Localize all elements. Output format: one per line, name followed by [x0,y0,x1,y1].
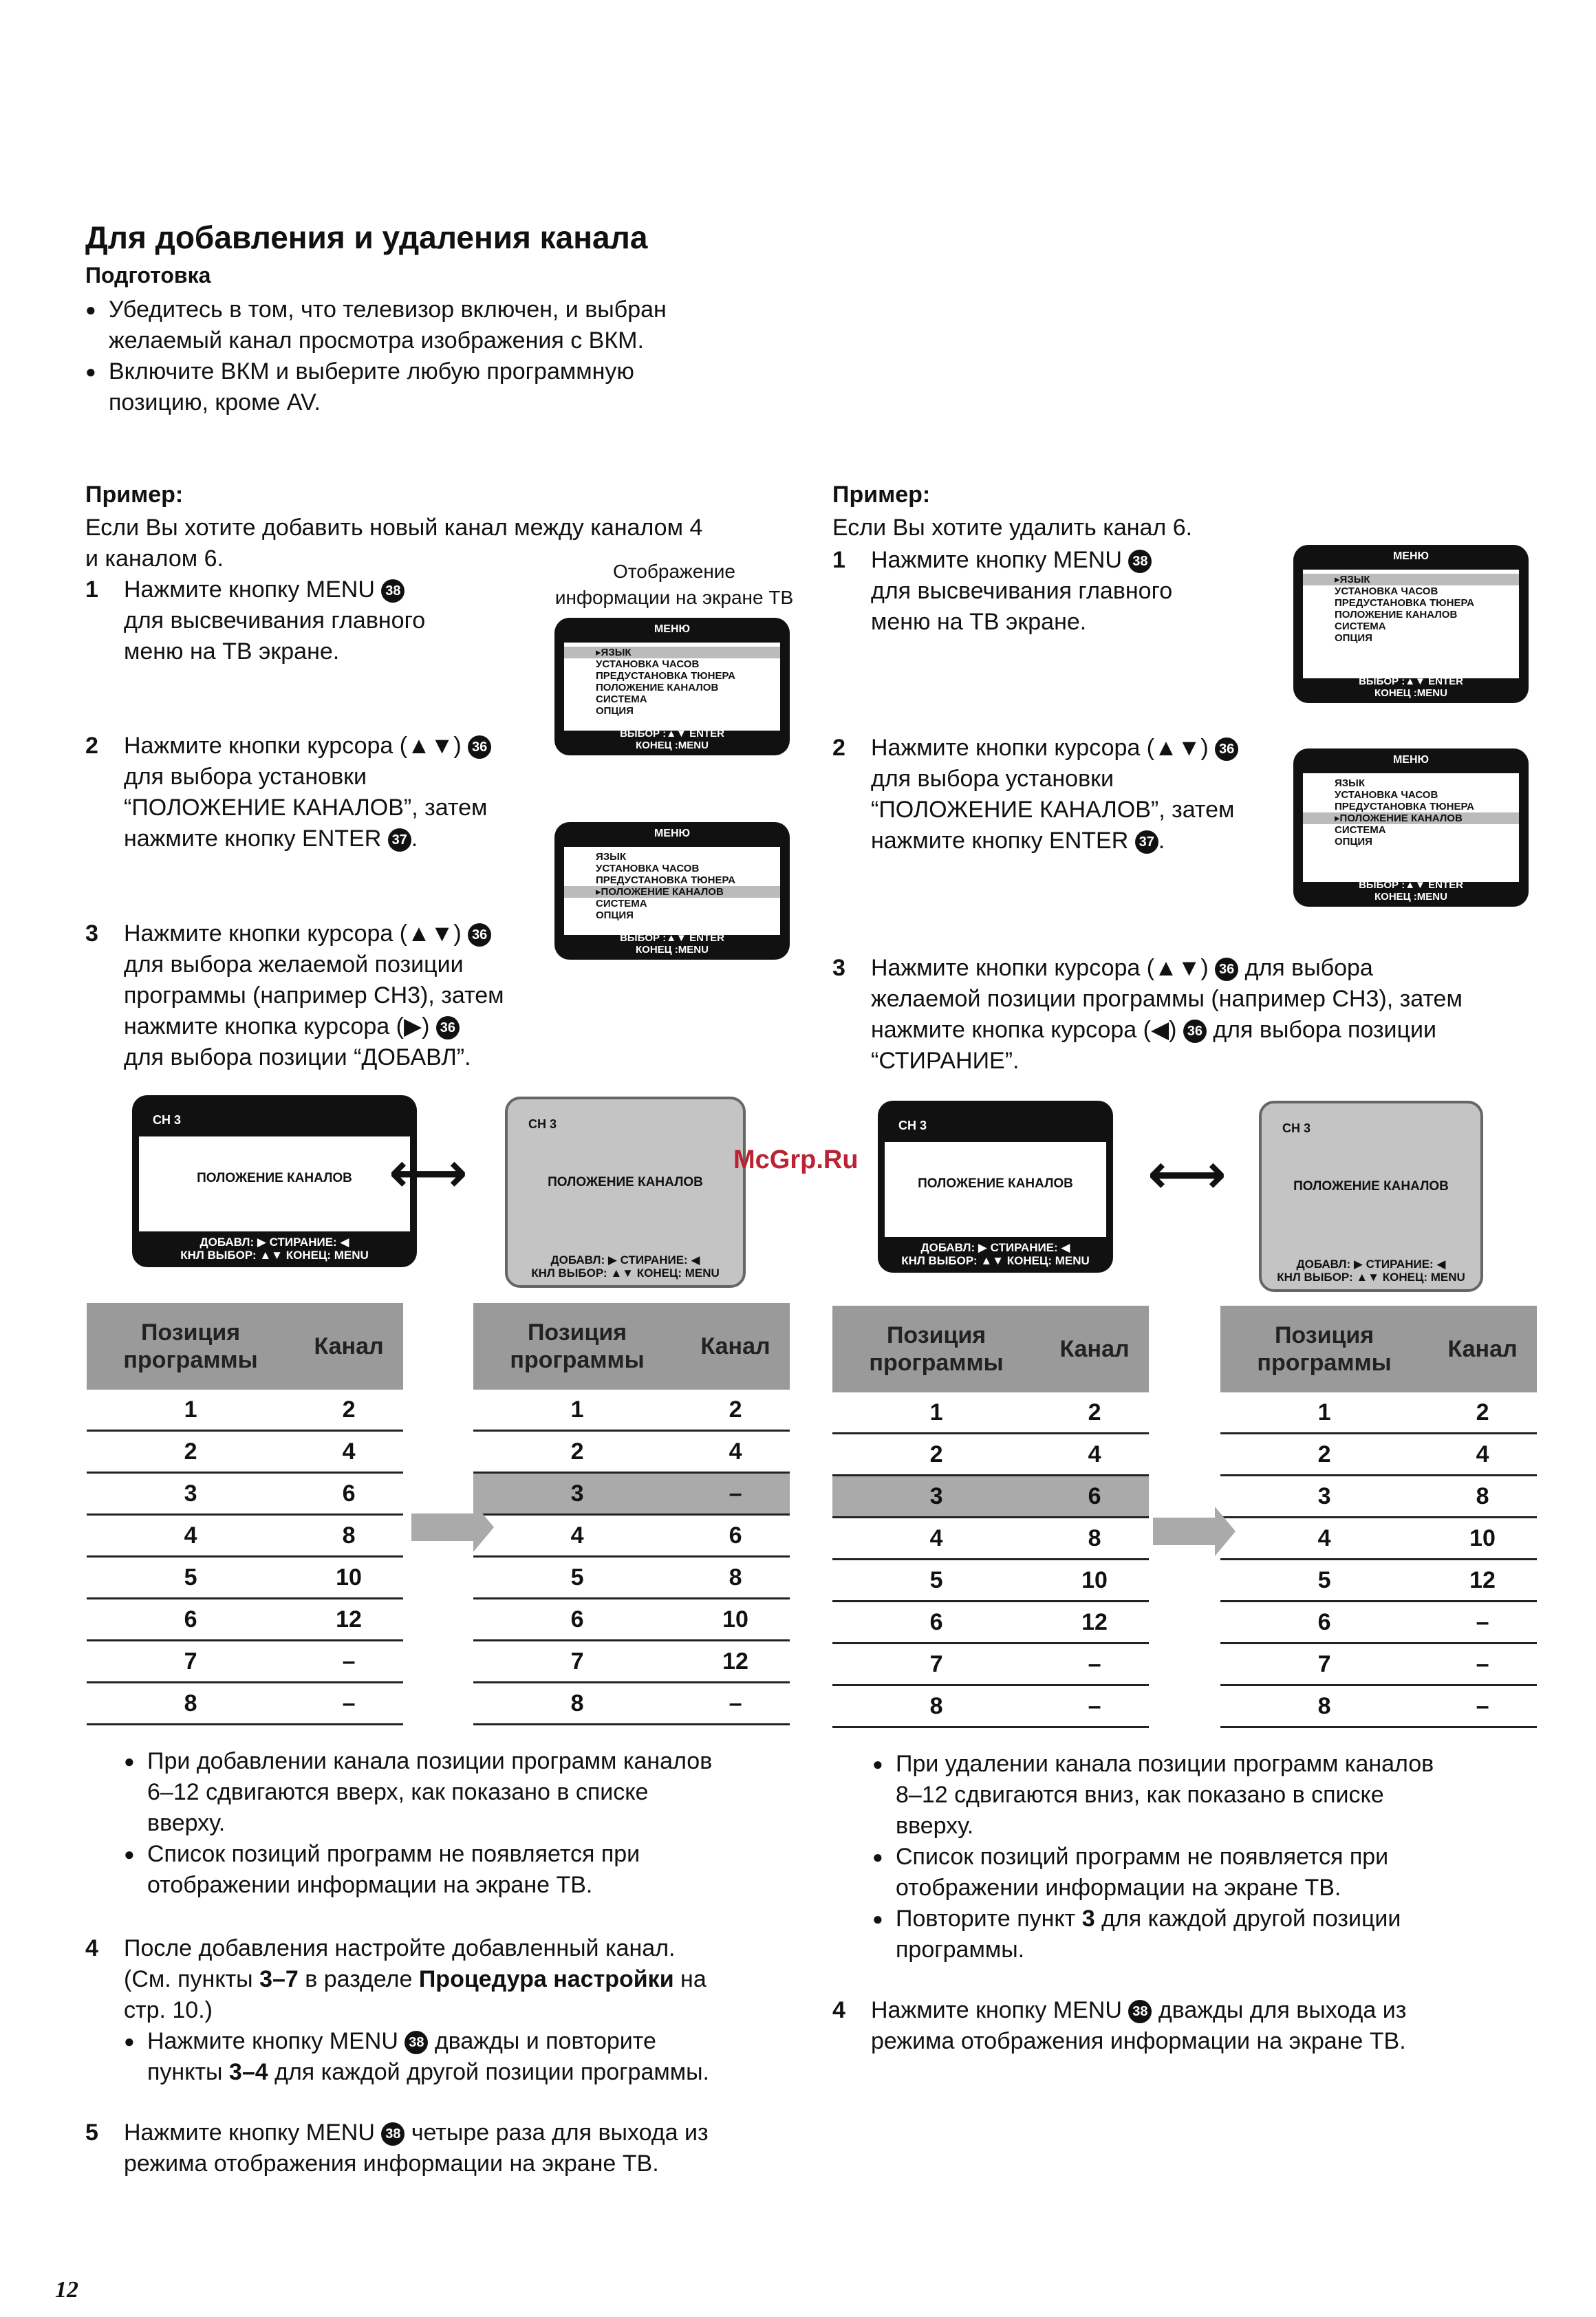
position-cell: 7 [87,1641,294,1683]
left-step-3: 3 Нажмите кнопки курсора (▲▼) 36 для выбора желаемой позиции программы (например CH3), затем нажмите кнопка курсора (▶) 36 для выбора позиции “ДОБАВЛ”. [85,920,504,1070]
program-table-3 [832,1306,1149,1728]
program-table-1 [87,1303,403,1725]
position-cell: 1 [87,1390,294,1431]
prep-bullet-1: ● Убедитесь в том, что телевизор включен, и выбран желаемый канал просмотра изображения с ВКМ. [85,294,773,356]
table-row [832,1518,1149,1560]
position-cell: 1 [1220,1392,1428,1434]
channel-cell: – [681,1473,790,1515]
menu-item: УСТАНОВКА ЧАСОВ [1335,789,1438,801]
ch3-screen-4: CH 3 ПОЛОЖЕНИЕ КАНАЛОВ ДОБАВЛ: ▶ СТИРАНИЕ: ◀ КНЛ ВЫБОР: ▲▼ КОНЕЦ: MENU [1259,1101,1483,1292]
channel-cell: 8 [1040,1518,1149,1560]
menu-item: СИСТЕМА [1335,824,1386,836]
position-cell: 7 [1220,1644,1428,1685]
double-arrow-icon: ⟷ [389,1142,468,1203]
right-step-4: 4 Нажмите кнопку MENU 38 дважды для выхода из режима отображения информации на экране ТВ. [832,1997,1407,2054]
right-step-3: 3 Нажмите кнопки курсора (▲▼) 36 для выбора желаемой позиции программы (например CH3), затем нажмите кнопка курсора (◀) 36 для выбора позиции “СТИРАНИЕ”. [832,955,1463,1074]
left-step-4: 4 После добавления настройте добавленный канал. (См. пункты 3–7 в разделе Процедура настройки на стр. 10.) ● Нажмите кнопку MENU 38 дважды и повторите пункты 3–4 для каждой другой позиции программы. [85,1933,801,2088]
cursor-button-icon: 36 [436,1016,460,1039]
left-notes: ● При добавлении канала позиции программ каналов 6–12 сдвигаются вверх, как показано в списке вверху. ● Список позиций программ не появляется при отображении информации на экране ТВ. [124,1746,812,1901]
table-row [87,1431,403,1473]
left-example-label: Пример: [85,482,184,508]
channel-cell: 12 [294,1599,403,1641]
channel-cell: 2 [681,1390,790,1431]
table-row [1220,1644,1537,1685]
position-cell: 7 [832,1644,1040,1685]
table-row [473,1431,790,1473]
menu-item: ОПЦИЯ [596,909,634,921]
menu-item: ▸ПОЛОЖЕНИЕ КАНАЛОВ [564,886,780,898]
channel-cell: 4 [1040,1434,1149,1476]
position-cell: 2 [87,1431,294,1473]
position-cell: 4 [832,1518,1040,1560]
table-row [87,1557,403,1599]
table-row [87,1641,403,1683]
channel-cell: 12 [1428,1560,1537,1602]
column-header-channel: Канал [294,1303,403,1390]
position-cell: 7 [473,1641,681,1683]
position-cell: 8 [1220,1685,1428,1727]
position-cell: 5 [87,1557,294,1599]
channel-cell: – [1040,1685,1149,1727]
right-notes: ● При удалении канала позиции программ каналов 8–12 сдвигаются вниз, как показано в списке вверху. ● Список позиций программ не появляется при отображении информации на экране ТВ. ● Повторите пункт 3 для каждой другой позиции программы. [872,1749,1546,1965]
menu-item: СИСТЕМА [596,693,647,705]
position-cell: 4 [1220,1518,1428,1560]
page-number: 12 [55,2277,78,2303]
menu-item: ПРЕДУСТАНОВКА ТЮНЕРА [1335,801,1474,812]
menu-button-icon: 38 [1128,2000,1152,2023]
menu-item: ОПЦИЯ [1335,632,1372,644]
menu-button-icon: 38 [1128,550,1152,573]
double-arrow-icon: ⟷ [1147,1143,1227,1205]
channel-cell: 4 [294,1431,403,1473]
menu-button-icon: 38 [381,2122,405,2146]
left-step-1: 1 Нажмите кнопку MENU 38 для высвечивания главного меню на ТВ экране. [85,576,426,665]
menu-item: ОПЦИЯ [1335,836,1372,848]
channel-cell: 6 [294,1473,403,1515]
enter-button-icon: 37 [388,828,411,852]
position-cell: 5 [1220,1560,1428,1602]
table-row [832,1434,1149,1476]
channel-cell: – [1428,1602,1537,1644]
position-cell: 4 [473,1515,681,1557]
channel-cell: 10 [681,1599,790,1641]
watermark: McGrp.Ru [733,1145,859,1174]
column-header-position: Позиция программы [473,1303,681,1390]
channel-cell: 4 [1428,1434,1537,1476]
table-row [1220,1602,1537,1644]
table-row [87,1683,403,1725]
menu-item: ПОЛОЖЕНИЕ КАНАЛОВ [1335,609,1458,621]
position-cell: 2 [1220,1434,1428,1476]
table-row [1220,1392,1537,1434]
menu-item: ПРЕДУСТАНОВКА ТЮНЕРА [596,670,735,682]
position-cell: 8 [87,1683,294,1725]
table-row [473,1599,790,1641]
table-row [473,1683,790,1725]
channel-cell: 10 [1040,1560,1149,1602]
right-arrow-icon [411,1513,473,1541]
tv-menu-screen-1: МЕНЮ ▸ЯЗЫК УСТАНОВКА ЧАСОВ ПРЕДУСТАНОВКА ТЮНЕРА ПОЛОЖЕНИЕ КАНАЛОВ СИСТЕМА ОПЦИЯ ВЫБОР :▲▼ ENTER КОНЕЦ :MENU [554,618,790,755]
channel-cell: 2 [294,1390,403,1431]
table-row [1220,1685,1537,1727]
enter-button-icon: 37 [1135,830,1158,854]
menu-item: ▸ЯЗЫК [564,647,780,658]
ch3-screen-2: CH 3 ПОЛОЖЕНИЕ КАНАЛОВ ДОБАВЛ: ▶ СТИРАНИЕ: ◀ КНЛ ВЫБОР: ▲▼ КОНЕЦ: MENU [505,1097,746,1288]
menu-item: ▸ЯЗЫК [1303,574,1519,585]
program-table-2 [473,1303,790,1725]
menu-item: ОПЦИЯ [596,705,634,717]
channel-cell: – [294,1641,403,1683]
position-cell: 8 [473,1683,681,1725]
position-cell: 4 [87,1515,294,1557]
position-cell: 8 [832,1685,1040,1727]
position-cell: 3 [87,1473,294,1515]
menu-item: ПОЛОЖЕНИЕ КАНАЛОВ [596,682,719,693]
channel-cell: – [1040,1644,1149,1685]
table-row [832,1476,1149,1518]
channel-cell: 10 [294,1557,403,1599]
left-step-2: 2 Нажмите кнопки курсора (▲▼) 36 для выбора установки “ПОЛОЖЕНИЕ КАНАЛОВ”, затем нажмите кнопку ENTER 37 . [85,731,553,854]
position-cell: 6 [832,1602,1040,1644]
table-row [87,1599,403,1641]
table-row [832,1560,1149,1602]
column-header-channel: Канал [1428,1306,1537,1392]
channel-cell: 6 [1040,1476,1149,1518]
table-row [87,1515,403,1557]
prep-bullet-2: ● Включите ВКМ и выберите любую программную позицию, кроме AV. [85,356,773,418]
table-row [832,1602,1149,1644]
position-cell: 1 [832,1392,1040,1434]
table-row [1220,1434,1537,1476]
channel-cell: 4 [681,1431,790,1473]
tv-menu-screen-4: МЕНЮ ЯЗЫК УСТАНОВКА ЧАСОВ ПРЕДУСТАНОВКА ТЮНЕРА ▸ПОЛОЖЕНИЕ КАНАЛОВ СИСТЕМА ОПЦИЯ ВЫБОР :▲▼ ENTER КОНЕЦ :MENU [1293,748,1529,907]
channel-cell: 8 [681,1557,790,1599]
table-row [87,1390,403,1431]
table-row [473,1557,790,1599]
channel-cell: 2 [1428,1392,1537,1434]
prep-heading: Подготовка [85,263,211,288]
table-row [473,1515,790,1557]
channel-cell: 12 [1040,1602,1149,1644]
cursor-button-icon: 36 [468,923,491,947]
position-cell: 6 [87,1599,294,1641]
menu-item: ЯЗЫК [596,851,627,863]
table-row [1220,1518,1537,1560]
table-row [473,1641,790,1683]
channel-cell: – [294,1683,403,1725]
right-arrow-icon [1153,1518,1215,1545]
position-cell: 2 [832,1434,1040,1476]
cursor-button-icon: 36 [1215,958,1238,981]
table-row [1220,1476,1537,1518]
menu-item: ЯЗЫК [1335,777,1366,789]
table-row [473,1473,790,1515]
position-cell: 6 [473,1599,681,1641]
channel-cell: – [681,1683,790,1725]
right-example-label: Пример: [832,482,931,508]
column-header-channel: Канал [681,1303,790,1390]
channel-cell: 6 [681,1515,790,1557]
position-cell: 5 [473,1557,681,1599]
program-table-4 [1220,1306,1537,1728]
column-header-position: Позиция программы [1220,1306,1428,1392]
channel-cell: 12 [681,1641,790,1683]
ch3-screen-3: CH 3 ПОЛОЖЕНИЕ КАНАЛОВ ДОБАВЛ: ▶ СТИРАНИЕ: ◀ КНЛ ВЫБОР: ▲▼ КОНЕЦ: MENU [878,1101,1113,1273]
position-cell: 3 [473,1473,681,1515]
menu-item: УСТАНОВКА ЧАСОВ [1335,585,1438,597]
position-cell: 3 [1220,1476,1428,1518]
column-header-channel: Канал [1040,1306,1149,1392]
menu-item: ▸ПОЛОЖЕНИЕ КАНАЛОВ [1303,812,1519,824]
position-cell: 6 [1220,1602,1428,1644]
table-row [473,1390,790,1431]
menu-item: УСТАНОВКА ЧАСОВ [596,658,700,670]
menu-item: УСТАНОВКА ЧАСОВ [596,863,700,874]
tv-menu-screen-2: МЕНЮ ЯЗЫК УСТАНОВКА ЧАСОВ ПРЕДУСТАНОВКА ТЮНЕРА ▸ПОЛОЖЕНИЕ КАНАЛОВ СИСТЕМА ОПЦИЯ ВЫБОР :▲▼ ENTER КОНЕЦ :MENU [554,822,790,960]
right-example-text: Если Вы хотите удалить канал 6. [832,515,1193,541]
menu-button-icon: 38 [381,579,405,603]
table-row [832,1644,1149,1685]
position-cell: 1 [473,1390,681,1431]
channel-cell: 10 [1428,1518,1537,1560]
column-header-position: Позиция программы [87,1303,294,1390]
channel-cell: 8 [294,1515,403,1557]
position-cell: 2 [473,1431,681,1473]
menu-item: СИСТЕМА [1335,621,1386,632]
column-header-position: Позиция программы [832,1306,1040,1392]
channel-cell: 8 [1428,1476,1537,1518]
right-step-1: 1 Нажмите кнопку MENU 38 для высвечивания главного меню на ТВ экране. [832,547,1173,635]
table-row [1220,1560,1537,1602]
channel-cell: 2 [1040,1392,1149,1434]
tv-menu-screen-3: МЕНЮ ▸ЯЗЫК УСТАНОВКА ЧАСОВ ПРЕДУСТАНОВКА ТЮНЕРА ПОЛОЖЕНИЕ КАНАЛОВ СИСТЕМА ОПЦИЯ ВЫБОР :▲▼ ENTER КОНЕЦ :MENU [1293,545,1529,703]
channel-cell: – [1428,1685,1537,1727]
left-example-text: Если Вы хотите добавить новый канал между каналом 4 и каналом 6. [85,515,703,572]
left-step-5: 5 Нажмите кнопку MENU 38 четыре раза для выхода из режима отображения информации на экране ТВ. [85,2120,709,2177]
right-step-2: 2 Нажмите кнопки курсора (▲▼) 36 для выбора установки “ПОЛОЖЕНИЕ КАНАЛОВ”, затем нажмите кнопку ENTER 37 . [832,733,1300,856]
position-cell: 5 [832,1560,1040,1602]
left-caption: Отображение информации на экране ТВ [554,561,794,608]
menu-button-icon: 38 [405,2031,428,2054]
cursor-button-icon: 36 [468,735,491,759]
table-row [87,1473,403,1515]
menu-item: ПРЕДУСТАНОВКА ТЮНЕРА [596,874,735,886]
menu-item: СИСТЕМА [596,898,647,909]
cursor-button-icon: 36 [1215,737,1238,761]
page-title: Для добавления и удаления канала [85,219,648,255]
table-row [832,1685,1149,1727]
position-cell: 3 [832,1476,1040,1518]
menu-item: ПРЕДУСТАНОВКА ТЮНЕРА [1335,597,1474,609]
prep-list [85,294,773,418]
cursor-button-icon: 36 [1183,1020,1207,1043]
table-row [832,1392,1149,1434]
channel-cell: – [1428,1644,1537,1685]
ch3-screen-1: CH 3 ПОЛОЖЕНИЕ КАНАЛОВ ДОБАВЛ: ▶ СТИРАНИЕ: ◀ КНЛ ВЫБОР: ▲▼ КОНЕЦ: MENU [132,1095,417,1267]
